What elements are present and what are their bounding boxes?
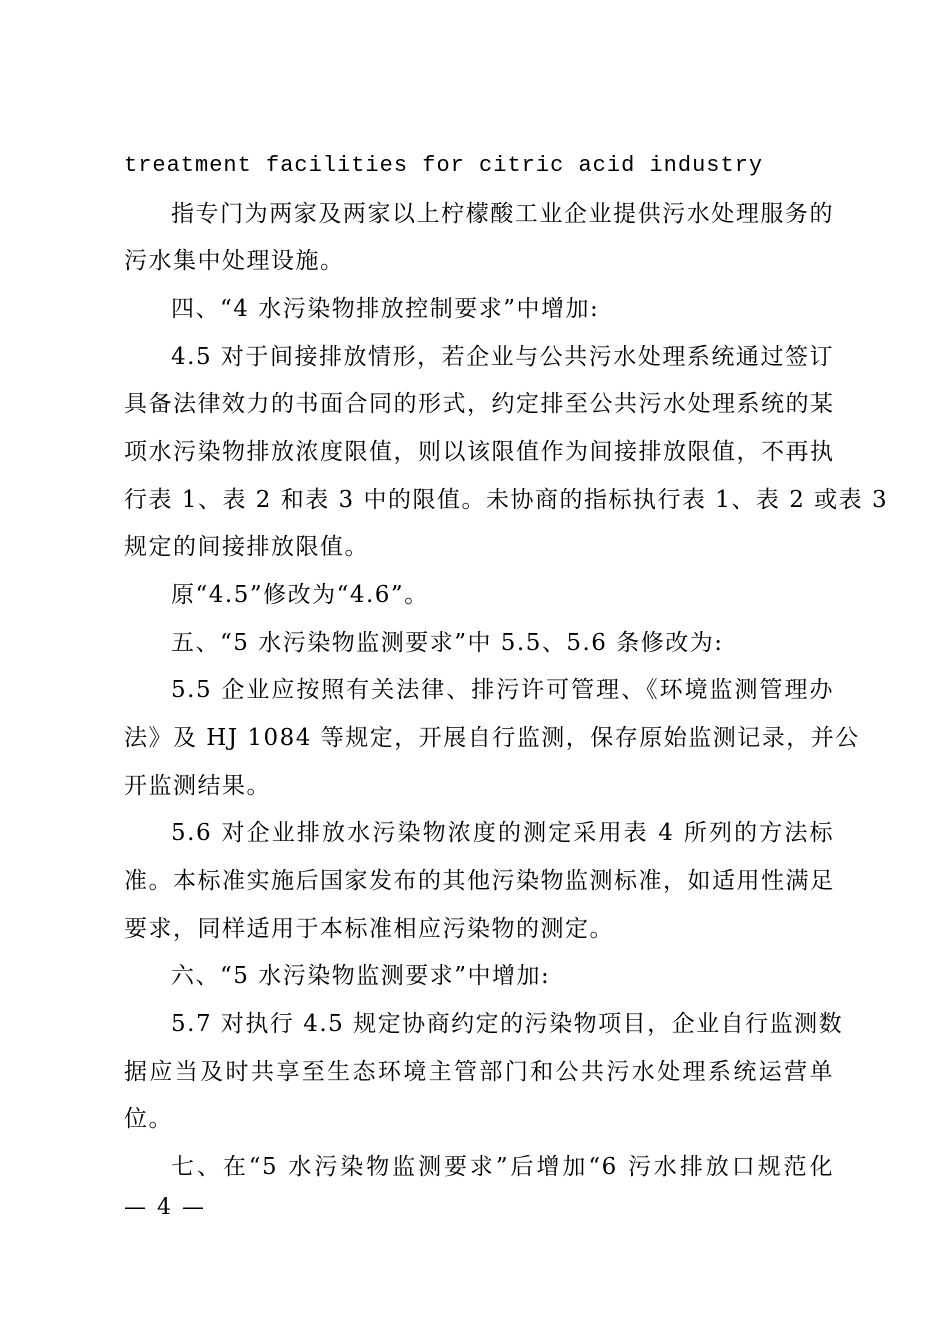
definition-line-2: 污水集中处理设施。: [124, 248, 345, 274]
clause-5-7-line-3: 位。: [124, 1106, 173, 1132]
renumber-note: 原“4.5”修改为“4.6”。: [171, 582, 429, 608]
clause-5-7-line-1: 5.7 对执行 4.5 规定协商约定的污染物项目，企业自行监测数: [171, 1011, 844, 1037]
section-7-heading: 七、在“5 水污染物监测要求”后增加“6 污水排放口规范化: [171, 1154, 834, 1180]
clause-4-5-line-2: 具备法律效力的书面合同的形式，约定排至公共污水处理系统的某: [124, 391, 835, 417]
clause-5-6-line-3: 要求，同样适用于本标准相应污染物的测定。: [124, 916, 614, 942]
clause-4-5-line-1: 4.5 对于间接排放情形，若企业与公共污水处理系统通过签订: [171, 344, 834, 370]
clause-4-5-line-4: 行表 1、表 2 和表 3 中的限值。未协商的指标执行表 1、表 2 或表 3: [124, 487, 889, 513]
clause-5-7-line-2: 据应当及时共享至生态环境主管部门和公共污水处理系统运营单: [124, 1059, 834, 1085]
clause-5-6-line-2: 准。本标准实施后国家发布的其他污染物监测标准，如适用性满足: [124, 868, 835, 894]
clause-4-5-line-5: 规定的间接排放限值。: [124, 534, 369, 560]
clause-5-5-line-2: 法》及 HJ 1084 等规定，开展自行监测，保存原始监测记录，并公: [124, 725, 860, 751]
definition-line-1: 指专门为两家及两家以上柠檬酸工业企业提供污水处理服务的: [171, 201, 834, 227]
section-4-heading: 四、“4 水污染物排放控制要求”中增加:: [171, 296, 600, 322]
clause-5-5-line-3: 开监测结果。: [124, 773, 271, 799]
clause-5-6-line-1: 5.6 对企业排放水污染物浓度的测定采用表 4 所列的方法标: [171, 820, 834, 846]
section-5-heading: 五、“5 水污染物监测要求”中 5.5、5.6 条修改为:: [171, 630, 724, 656]
clause-5-5-line-1: 5.5 企业应按照有关法律、排污许可管理、《环境监测管理办: [171, 677, 834, 703]
page-number: — 4 —: [124, 1195, 206, 1220]
clause-4-5-line-3: 项水污染物排放浓度限值，则以该限值作为间接排放限值，不再执: [124, 439, 835, 465]
english-term-line: treatment facilities for citric acid industry: [124, 153, 764, 178]
section-6-heading: 六、“5 水污染物监测要求”中增加:: [171, 963, 551, 989]
